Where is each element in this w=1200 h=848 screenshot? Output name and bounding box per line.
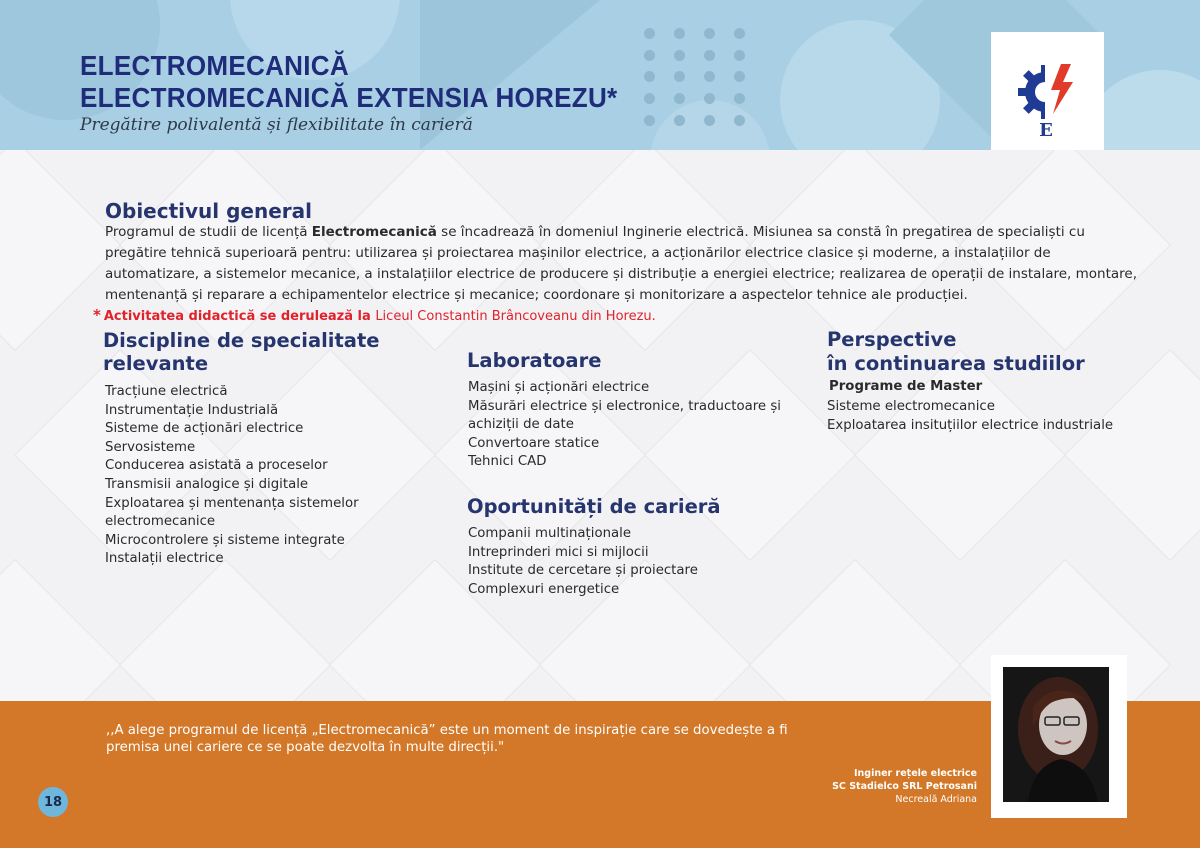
activity-location: Liceul Constantin Brâncoveanu din Horezu. [375, 309, 656, 324]
list-item: electromecanice [105, 514, 216, 530]
page-subtitle: Pregătire polivalentă și flexibilitate în carieră [80, 115, 473, 135]
disciplines-list [105, 383, 359, 569]
objective-text: Programul de studii de licență Electromecanică se încadrează în domeniul Inginerie electrică. Misiunea sa constă în pregatirea de specialiști cu pregătire tehnică superioară pentru: utilizarea și proiectarea mașinilor electrice, a acționărilor electrice clasice și moderne, a instalațiilor de automatizare, a sistemelor mecanice, a instalațiilor electrice de producere și distribuție a energiei electrice; realizarea de operații de instalare, montare, mentenanță și reparare a echipamentelor electrice și mecanice; coordonare și monitorizare a aspectelor tehnice ale producției. [105, 224, 1137, 303]
careers-heading: Oportunități de carieră [467, 495, 721, 518]
labs-heading: Laboratoare [467, 349, 602, 372]
objective-heading: Obiectivul general [105, 199, 313, 223]
page-number-badge: 18 [38, 787, 68, 817]
asterisk: * [93, 306, 101, 324]
masters-subheading: Programe de Master [829, 379, 983, 394]
perspectives-heading: Perspective în continuarea studiilor [827, 328, 1085, 375]
author-info [832, 767, 977, 806]
list-item: Complexuri energetice [468, 581, 620, 597]
list-item: Sisteme electromecanice [827, 399, 995, 414]
author-role: Inginer rețele electrice [853, 768, 977, 779]
author-photo [1003, 667, 1109, 802]
list-item: Sisteme de acționări electrice [105, 421, 304, 437]
list-item: Tehnici CAD [468, 454, 547, 470]
list-item: Măsurări electrice și electronice, traductoare și [468, 398, 781, 414]
list-item: Intreprinderi mici si mijlocii [468, 544, 649, 560]
labs-list [468, 379, 781, 472]
list-item: Companii multinaționale [468, 526, 632, 541]
list-item: Transmisii analogice și digitale [105, 476, 309, 492]
gear-lightning-icon [991, 32, 1104, 150]
list-item: Conducerea asistată a proceselor [105, 458, 328, 474]
list-item: Instalații electrice [105, 551, 224, 567]
list-item: Institute de cercetare și proiectare [468, 563, 698, 579]
page-title-extension: ELECTROMECANICĂ EXTENSIA HOREZU* [80, 82, 618, 113]
list-item: achiziții de date [468, 417, 574, 433]
careers-list [468, 525, 698, 599]
testimonial-quote: ,,A alege programul de licență „Electromecanică” este un moment de inspirație care se dovedește a fi premisa unei cariere ce se poate dezvolta în multe direcții." [106, 723, 788, 755]
list-item: Exploatarea insituțiilor electrice industriale [827, 417, 1114, 433]
list-item: Servosisteme [105, 439, 196, 455]
disciplines-heading: Discipline de specialitate relevante [103, 329, 380, 375]
list-item: Exploatarea și mentenanța sistemelor [105, 495, 359, 511]
list-item: Instrumentație Industrială [105, 402, 279, 418]
logo-letter: E [1039, 120, 1053, 141]
program-name: Electromecanică [311, 224, 437, 240]
list-item: Tracțiune electrică [105, 384, 228, 399]
page-title: ELECTROMECANICĂ [80, 50, 349, 81]
page-title-block [80, 50, 658, 135]
portrait-illustration [1003, 667, 1109, 802]
author-photo-frame [991, 655, 1127, 818]
author-company: SC Stadielco SRL Petrosani [832, 781, 977, 792]
department-logo [991, 32, 1104, 150]
list-item: Microcontrolere și sisteme integrate [105, 532, 345, 548]
activity-note: * Activitatea didactică se derulează la Liceul Constantin Brâncoveanu din Horezu. [93, 306, 656, 324]
list-item: Mașini și acționări electrice [468, 380, 650, 395]
masters-list [827, 398, 1113, 435]
author-name: Necreală Adriana [895, 794, 977, 805]
list-item: Convertoare statice [468, 435, 600, 451]
